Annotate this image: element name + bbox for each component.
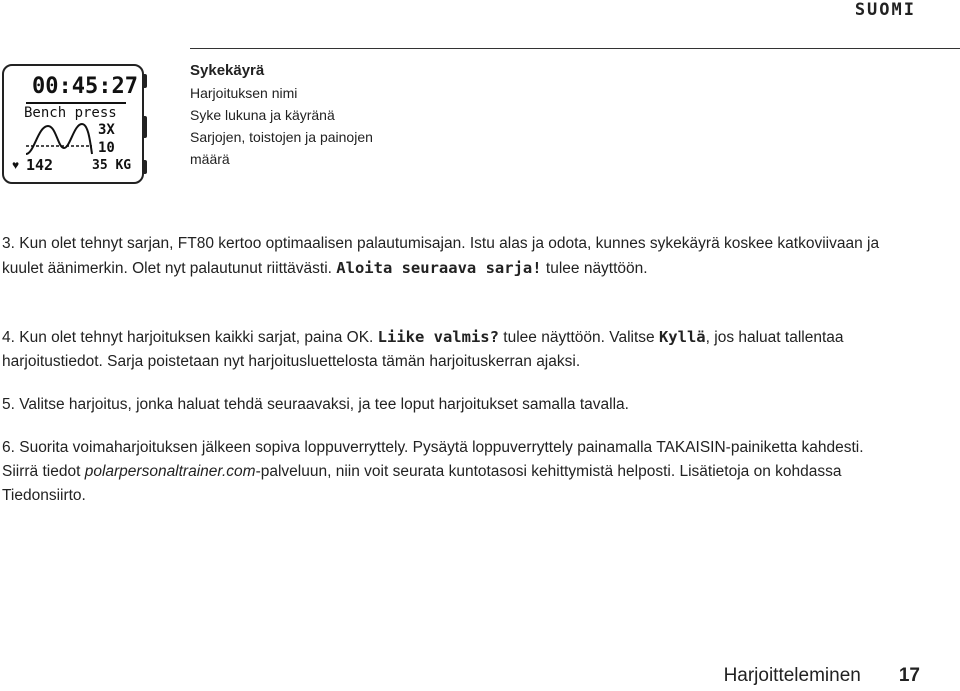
watch-screen (12, 72, 138, 176)
watch-sets: 3X (98, 122, 115, 138)
legend-item: määrä (190, 151, 230, 167)
display-message: Liike valmis? (377, 328, 499, 346)
website-link[interactable]: polarpersonaltrainer.com (84, 463, 256, 480)
language-label: SUOMI (854, 0, 916, 20)
watch-button-middle (142, 116, 147, 138)
heart-icon: ♥ (12, 158, 20, 172)
legend-title: Sykekäyrä (190, 62, 265, 79)
step-3-text: 3. Kun olet tehnyt sarjan, FT80 kertoo optimaalisen palautumisajan. Istu alas ja odota, kunnes sykekäyrä koskee katkoviivaan ja kuulet äänimerkin. Olet nyt palautunut riittävästi. (2, 235, 880, 277)
watch-button-top (142, 74, 147, 88)
page-number: 17 (898, 665, 920, 686)
display-option: Kyllä (658, 328, 706, 346)
watch-divider (26, 102, 126, 104)
step-6-paragraph (2, 436, 902, 508)
watch-exercise-name: Bench press (24, 105, 117, 121)
display-message: Aloita seuraava sarja! (336, 259, 542, 277)
watch-heart-rate: 142 (26, 156, 54, 174)
watch-time: 00:45:27 (32, 74, 138, 99)
legend-item: Sarjojen, toistojen ja painojen (190, 129, 373, 145)
watch-display-illustration (2, 64, 144, 184)
step-3-paragraph (2, 232, 902, 281)
watch-reps: 10 (98, 140, 115, 156)
page-footer (724, 665, 920, 687)
display-legend (190, 60, 373, 170)
heart-rate-curve (24, 120, 94, 156)
footer-section-title: Harjoitteleminen (723, 665, 861, 686)
header-rule (190, 48, 960, 49)
step-5-text: 5. Valitse harjoitus, jonka haluat tehdä seuraavaksi, ja tee loput harjoitukset samalla tavalla. (2, 396, 629, 413)
step-3-text-end: tulee näyttöön. (541, 260, 648, 277)
step-4-text-end: , jos haluat tallentaa harjoitustiedot. Sarja poistetaan nyt harjoitusluettelosta tämän harjoituskerran ajaksi. (2, 329, 844, 370)
legend-item: Syke lukuna ja käyränä (190, 107, 335, 123)
watch-weight: 35 KG (92, 158, 132, 173)
step-4-text: 4. Kun olet tehnyt harjoituksen kaikki sarjat, paina OK. (2, 329, 378, 346)
step-4-paragraph (2, 325, 902, 374)
step-5-paragraph (2, 393, 902, 417)
step-6-text-end: -palveluun, niin voit seurata kuntotasosi kehittymistä helposti. Lisätietoja on kohdassa Tiedonsiirto. (2, 463, 842, 504)
step-6-text: 6. Suorita voimaharjoituksen jälkeen sopiva loppuverryttely. Pysäytä loppuverryttely painamalla TAKAISIN-painiketta kahdesti. Siirrä tiedot (2, 439, 864, 480)
step-4-text-mid: tulee näyttöön. Valitse (498, 329, 659, 346)
watch-button-bottom (142, 160, 147, 174)
legend-item: Harjoituksen nimi (190, 85, 298, 101)
